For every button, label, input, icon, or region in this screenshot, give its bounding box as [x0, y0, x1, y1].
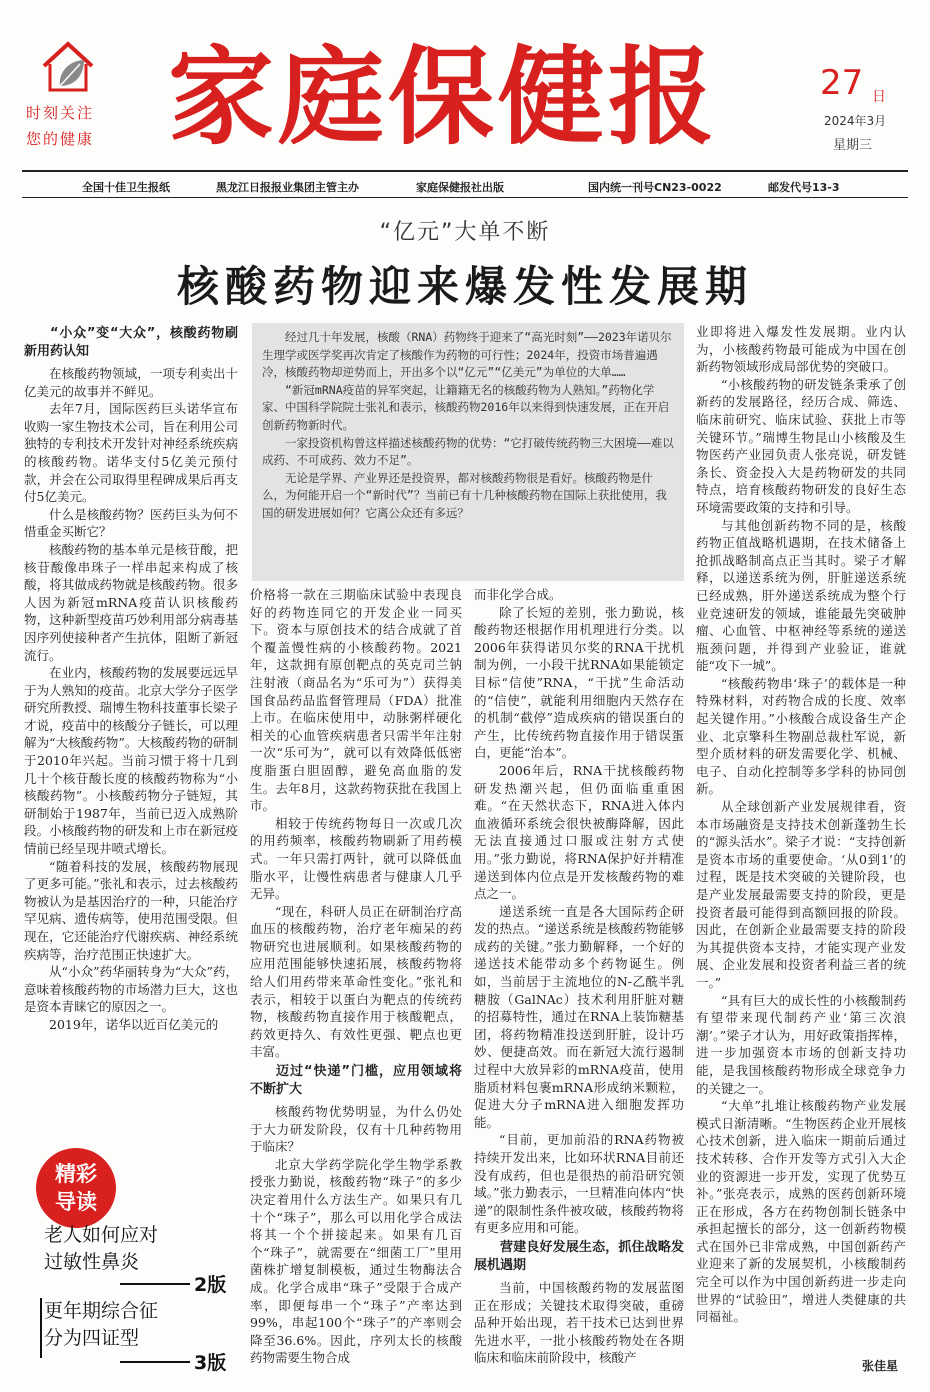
- issue-weekday: 星期三: [833, 138, 873, 153]
- promo-badge-line2: 导读: [55, 1190, 97, 1214]
- info-item-5: 邮发代号13-3: [768, 181, 840, 194]
- article-column-2: [250, 586, 462, 1378]
- paragraph: 相较于传统药物每日一次或几次的用药频率，核酸药物刷新了用药模式。一年只需打两针，就可以降低血脂水平，让慢性病患者与健康人几乎无异。: [250, 815, 462, 902]
- paragraph: “核酸药物串‘珠子’的载体是一种特殊材料，对药物合成的长度、效率起关键作用。”小核酸合成设备生产企业、北京擎科生物副总裁杜军说，新型介质材料的研发需要化学、机械、电子、自动化控制等多学科的协同创新。: [696, 675, 906, 797]
- paragraph: 什么是核酸药物？医药巨头为何不惜重金买断它？: [24, 506, 238, 540]
- lead-paragraph: “新冠mRNA疫苗的异军突起，让籍籍无名的核酸药物为人熟知。”药物化学家、中国科学院院士张礼和表示，核酸药物2016年以来得到快速发展，正在开启创新药物新时代。: [262, 382, 670, 432]
- paragraph: 2006年后，RNA干扰核酸药物研发热潮兴起，但仍面临重重困难。“在天然状态下，RNA进入体内血液循环系统会很快被酶降解，因此无法直接通过口服或注射方式使用。”张力勤说，将RNA保护好并精准递送到体内位点是开发核酸药物的难点之一。: [474, 762, 684, 902]
- masthead-rule-top: [22, 170, 908, 172]
- promo-item-2-rule: [120, 1361, 190, 1363]
- paragraph: 去年7月，国际医药巨头诺华宣布收购一家生物技术公司，旨在利用公司独特的专利技术开发针对神经系统疾病的核酸药物。诺华支付5亿美元预付款，并会在公司取得里程碑成果后再支付5亿美元。: [24, 401, 238, 505]
- promo-item-2-page[interactable]: 3版: [194, 1352, 227, 1374]
- info-item-2: 黑龙江日报报业集团主管主办: [216, 181, 359, 194]
- promo-item-2[interactable]: [44, 1298, 224, 1352]
- paragraph: 当前，中国核酸药物的发展蓝图正在形成；关键技术取得突破，重磅品种开始出现，若干技术已达到世界先进水平，一批小核酸药物处在各期临床和临床前阶段中，核酸产: [474, 1279, 684, 1366]
- paragraph: 从全球创新产业发展规律看，资本市场融资是支持技术创新蓬勃生长的“源头活水”。梁子才说：“支持创新是资本市场的重要使命。‘从0到1’的过程，既是技术突破的关键阶段，也是产业发展最需要支持的阶段，更是投资者最可能得到高额回报的阶段。因此，在创新企业最需要支持的阶段为其提供资本支持，才能实现产业发展、企业发展和投资者利益三者的统一。”: [696, 799, 906, 990]
- article-author: 张佳星: [862, 1359, 899, 1373]
- masthead-rule-bottom: [22, 197, 908, 198]
- paragraph: 递送系统一直是各大国际药企研发的热点。“递送系统是核酸药物能够成药的关键。”张力勤解释，一个好的递送技术能带动多个药物诞生。例如，当前居于主流地位的N-乙酰半乳糖胺（GalNAc）技术利用肝脏对糖的招募特性，通过在RNA上装饰糖基团，将药物精准投送到肝脏，设计巧妙、便捷高效。而在新冠大流行遏制过程中大放异彩的mRNA疫苗，使用脂质材料包裹mRNA形成纳米颗粒，促进大分子mRNA进入细胞发挥功能。: [474, 903, 684, 1130]
- info-item-4: 国内统一刊号CN23-0022: [588, 181, 722, 194]
- lead-paragraph: 一家投资机构曾这样描述核酸药物的优势：“它打破传统药物三大困境——难以成药、不可成药、效力不足”。: [262, 435, 674, 468]
- lead-paragraph: 无论是学界、产业界还是投资界，都对核酸药物很是看好。核酸药物是什么，为何能开启一个“新时代”？当前已有十几种核酸药物在国际上获批使用，我国的研发进展如何？它离公众还有多远？: [262, 470, 667, 520]
- house-leaf-icon: [38, 40, 98, 95]
- article-subtitle: “亿元”大单不断: [379, 220, 551, 245]
- issue-year-month: 2024年3月: [824, 114, 887, 128]
- paragraph: “大单”扎堆让核酸药物产业发展模式日渐清晰。“生物医药企业开展核心技术创新，进入临床一期前后通过技术转移、合作开发等方式引入大企业的资源进一步开发，实现了优势互补。”张亮表示，成熟的医药创新环境正在形成，各方在药物创制长链条中承担起擅长的部分，这一创新药物模式在国外已非常成熟，中国创新药产业迎来了新的发展契机，小核酸制药完全可以作为中国创新药进一步走向世界的“试验田”，增进人类健康的共同福祉。: [696, 1098, 906, 1325]
- article-headline: 核酸药物迎来爆发性发展期: [176, 262, 753, 311]
- promo-item-2-bar: [40, 1298, 42, 1358]
- promo-item-1-rule: [120, 1283, 190, 1285]
- newspaper-title: 家庭保健报: [168, 36, 718, 159]
- paragraph: 从“小众”药华丽转身为“大众”药，意味着核酸药物的市场潜力巨大，这也是资本青睐它的原因之一。: [24, 964, 238, 1015]
- paragraph: “随着科技的发展，核酸药物展现了更多可能。”张礼和表示，过去核酸药物被认为是基因治疗的一种，只能治疗罕见病、遗传病等，使用范围受限。但现在，它还能治疗代谢疾病、神经系统疾病等，治疗范围正快速扩大。: [24, 858, 238, 962]
- article-column-3: [474, 586, 684, 1378]
- paragraph: 核酸药物优势明显，为什么仍处于大力研发阶段，仅有十几种药物用于临床？: [250, 1104, 462, 1155]
- paragraph: 核酸药物的基本单元是核苷酸，把核苷酸像串珠子一样串起来构成了核酸，将其做成药物就是核酸药物。很多人因为新冠mRNA疫苗认识核酸药物，这种新型疫苗巧妙利用部分病毒基因序列使接种者产生抗体，阻断了新冠流行。: [24, 541, 238, 663]
- paragraph: “目前，更加前沿的RNA药物被持续开发出来，比如环状RNA目前还没有成药，但也是很热的前沿研究领域。”张力勤表示，一旦精准向体内“快递”的限制性条件被攻破，核酸药物将有更多应用和可能。: [474, 1132, 684, 1236]
- section-heading-1: “小众”变“大众”，核酸药物刷新用药认知: [24, 326, 238, 359]
- promo-item-1-page[interactable]: 2版: [194, 1274, 227, 1296]
- slogan-line2: 您的健康: [26, 130, 95, 148]
- lead-paragraph: 经过几十年发展，核酸（RNA）药物终于迎来了“高光时刻”——2023年诺贝尔生理学或医学奖再次肯定了核酸作为药物的可行性；2024年，投资市场普遍遇冷，核酸药物却逆势而上，开出多个以“亿元”“亿美元”为单位的大单……: [262, 330, 672, 380]
- paragraph: 业即将进入爆发性发展期。业内认为，小核酸药物最可能成为中国在创新药物领域形成局部优势的突破口。: [696, 324, 906, 375]
- paragraph: “具有巨大的成长性的小核酸制药有望带来现代制药产业‘第三次浪潮’。”梁子才认为，用好政策指挥棒，进一步加强资本市场的创新支持功能，是我国核酸药物形成全球竞争力的关键之一。: [696, 992, 906, 1096]
- article-column-1: [24, 323, 238, 1143]
- promo-item-1[interactable]: [44, 1222, 224, 1276]
- paragraph: 除了长短的差别，张力勤说，核酸药物还根据作用机理进行分类。以2006年获得诺贝尔奖的RNA干扰机制为例，一小段干扰RNA如果能锁定目标“信使”RNA，“干扰”生命活动的“信使”，就能利用细胞内天然存在的机制“截停”造成疾病的错误蛋白的产生，比传统药物直接作用于错误蛋白，更能“治本”。: [474, 604, 684, 761]
- info-item-1: 全国十佳卫生报纸: [82, 181, 170, 194]
- paragraph: 价格将一款在三期临床试验中表现良好的药物连同它的开发企业一同买下。资本与原创技术的结合成就了首个覆盖慢性病的小核酸药物。2021年，这款拥有原创靶点的英克司兰钠注射液（商品名为“乐可为”）获得美国食品药品监督管理局（FDA）批准上市。在临床使用中，动脉粥样硬化相关的心血管疾病患者只需半年注射一次“乐可为”，就可以有效降低低密度脂蛋白胆固醇，避免高血脂的发生。去年8月，这款药物获批在我国上市。: [250, 587, 462, 814]
- section-heading-3: 营建良好发展生态，抓住战略发展机遇期: [474, 1239, 684, 1273]
- section-heading-2: 迈过“快递”门槛，应用领域将不断扩大: [250, 1064, 462, 1098]
- promo-item-1-line1: 老人如何应对: [44, 1224, 159, 1246]
- promo-badge: [36, 1148, 116, 1228]
- article-column-4: [696, 323, 906, 1353]
- issue-day-unit: 日: [872, 89, 886, 105]
- paragraph: 而非化学合成。: [474, 587, 562, 602]
- slogan-line1: 时刻关注: [26, 104, 95, 122]
- paragraph: 2019年，诺华以近百亿美元的: [49, 1016, 219, 1032]
- promo-item-1-line2: 过敏性鼻炎: [44, 1251, 140, 1273]
- paragraph: 与其他创新药物不同的是，核酸药物正值战略机遇期，在技术储备上抢抓战略制高点正当其时。梁子才解释，以递送系统为例，肝脏递送系统已经成熟，肝外递送系统成为整个行业竞速研发的领域，谁能最先突破肿瘤、心血管、中枢神经等系统的递送瓶颈问题，并得到产业验证，谁就能“攻下一城”。: [696, 517, 906, 674]
- paragraph: “小核酸药物的研发链条秉承了创新药的发展路径，经历合成、筛选、临床前研究、临床试验、获批上市等关键环节。”瑞博生物昆山小核酸及生物医药产业园负责人张亮说，研发链条长、资金投入大是药物研发的共同特点，培育核酸药物研发的良好生态环境需要政策的支持和引导。: [696, 376, 906, 515]
- paragraph: 北京大学药学院化学生物学系教授张力勤说，核酸药物“珠子”的多少决定着用什么方法生产。如果只有几十个“珠子”，那么可以用化学合成法将其一个个拼接起来。如果有几百个“珠子”，就需要在“细菌工厂”里用菌株扩增复制模板，通过生物酶法合成。化学合成串“珠子”受限于合成产率，即便每串一个“珠子”产率达到99%，串起100个“珠子”的产率则会降至36.6%。因此，序列太长的核酸药物需要生物合成: [250, 1156, 462, 1366]
- paragraph: “现在，科研人员正在研制治疗高血压的核酸药物，治疗老年痴呆的药物研究也进展顺利。如果核酸药物的应用范围能够快速拓展，核酸药物将给人们用药带来革命性变化。”张礼和表示，相较于以蛋白为靶点的传统药物，核酸药物直接作用于核酸靶点，药效更持久、有效性更强、靶点也更丰富。: [250, 903, 462, 1060]
- paragraph: 在核酸药物领域，一项专利卖出十亿美元的故事并不鲜见。: [24, 366, 238, 399]
- issue-day: 27: [820, 63, 864, 103]
- paragraph: 在业内，核酸药物的发展要远远早于为人熟知的疫苗。北京大学分子医学研究所教授、瑞博生物科技董事长梁子才说，疫苗中的核酸分子链长，可以理解为“大核酸药物”。大核酸药物的研制于2010年兴起。当前习惯于将十几到几十个核苷酸长度的核酸药物称为“小核酸药物”。小核酸药物分子链短，其研制始于1987年，当前已迈入成熟阶段。小核酸药物的研发和上市在新冠疫情前已经呈现井喷式增长。: [24, 665, 238, 857]
- info-item-3: 家庭保健报社出版: [416, 181, 504, 194]
- article-lead-box: [252, 323, 684, 581]
- promo-badge-line1: 精彩: [55, 1162, 97, 1186]
- promo-item-2-line1: 更年期综合征: [44, 1300, 159, 1322]
- promo-item-2-line2: 分为四证型: [44, 1327, 140, 1349]
